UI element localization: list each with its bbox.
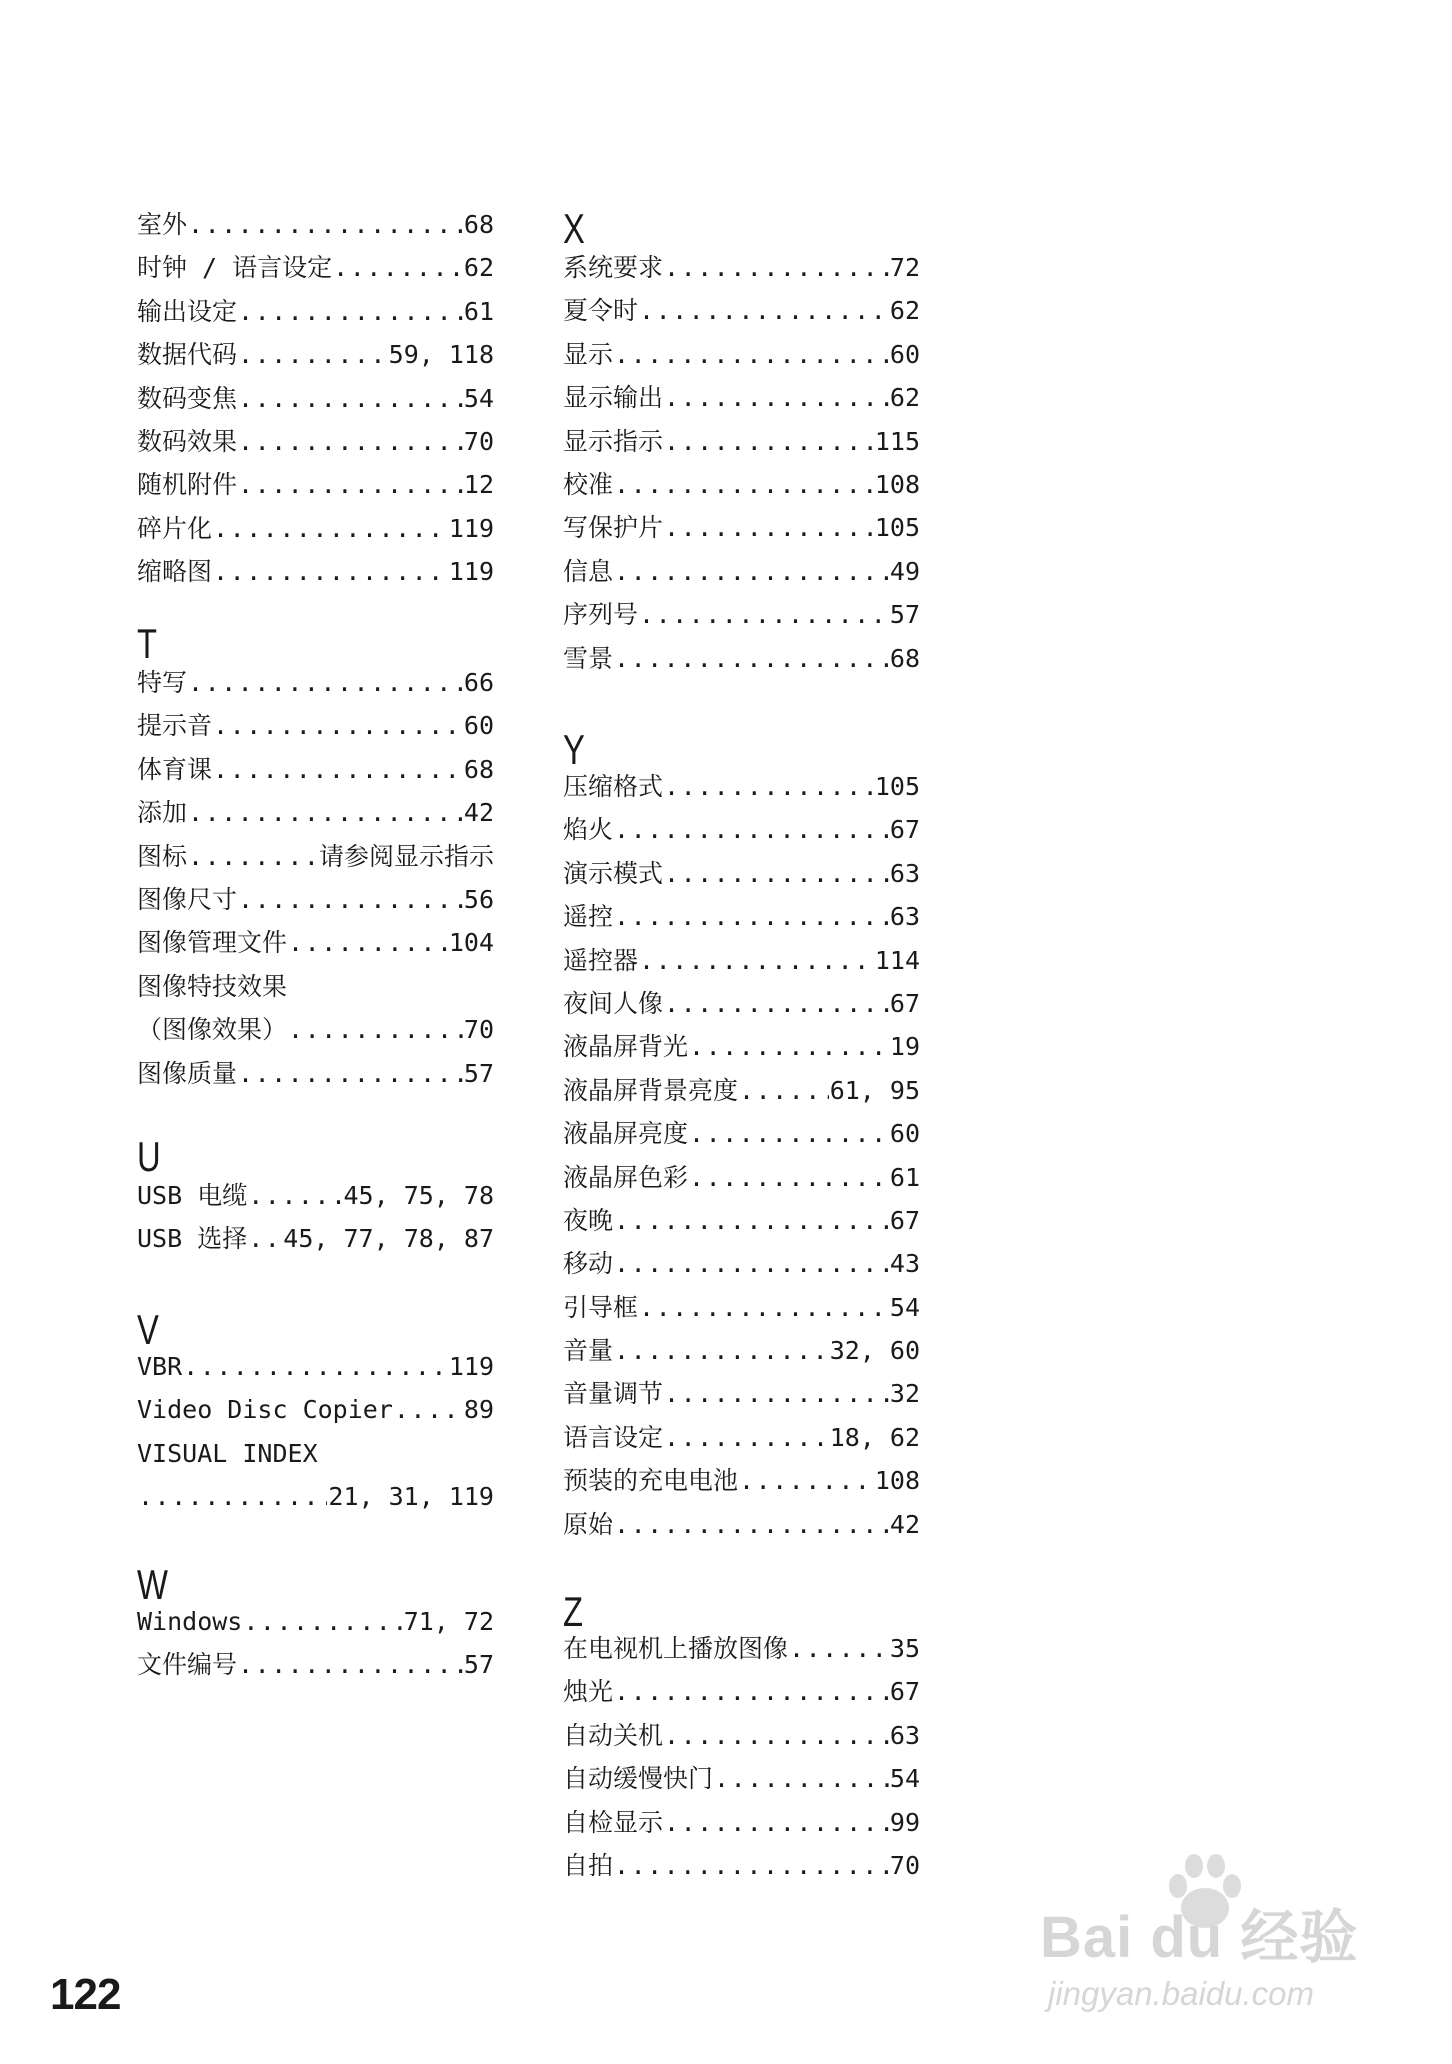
leader-dots <box>183 1345 448 1388</box>
index-term: 雪景 <box>563 643 614 673</box>
index-entry <box>137 835 494 878</box>
index-term: 提示音 <box>137 711 213 741</box>
leader-dots <box>664 1801 889 1844</box>
index-term: VBR <box>137 1352 183 1381</box>
index-entry <box>563 1844 920 1887</box>
index-term: 信息 <box>563 556 614 586</box>
index-section <box>137 1174 494 1261</box>
page-reference: 62 <box>463 253 494 283</box>
index-entry <box>563 1329 920 1372</box>
index-term: 体育课 <box>137 754 213 784</box>
page-reference: 67 <box>889 1677 920 1707</box>
index-term: 夜间人像 <box>563 988 664 1018</box>
index-entry <box>563 1416 920 1459</box>
leader-dots <box>394 1388 463 1431</box>
index-term: 特写 <box>137 668 188 697</box>
index-term: 液晶屏背光 <box>563 1032 689 1062</box>
leader-dots <box>664 1416 829 1459</box>
page-reference: 68 <box>889 643 920 673</box>
index-term: 显示指示 <box>563 426 664 456</box>
page-reference: 67 <box>889 815 920 845</box>
page-reference: 19 <box>889 1032 920 1062</box>
index-term: 图标 <box>137 841 188 871</box>
page-reference: 54 <box>889 1292 920 1322</box>
page-reference: 70 <box>889 1850 920 1880</box>
section-letter-heading: V <box>137 1306 159 1353</box>
index-term: 原始 <box>563 1509 614 1539</box>
index-term: 文件编号 <box>137 1650 238 1680</box>
index-entry <box>137 791 494 834</box>
index-entry <box>563 1627 920 1670</box>
index-entry <box>137 507 494 550</box>
index-term: 数码变焦 <box>137 383 238 413</box>
leader-dots <box>188 661 463 704</box>
index-term: 焰火 <box>563 815 614 845</box>
leader-dots <box>639 593 889 636</box>
page-reference: 45, 75, 78 <box>343 1181 494 1210</box>
index-entry <box>563 637 920 680</box>
page-reference: 108 <box>874 469 920 499</box>
index-section <box>137 661 494 1095</box>
leader-dots <box>238 377 463 420</box>
page-reference: 70 <box>463 426 494 456</box>
index-entry <box>563 289 920 332</box>
page-reference: 请参阅显示指示 <box>318 841 494 871</box>
page-reference: 119 <box>448 513 494 543</box>
leader-dots <box>689 1112 889 1155</box>
leader-dots <box>664 982 889 1025</box>
index-section <box>137 1345 494 1519</box>
page-reference: 54 <box>463 383 494 413</box>
index-entry <box>137 1600 494 1643</box>
page-reference: 60 <box>889 1119 920 1149</box>
index-term: USB 电缆 <box>137 1181 248 1210</box>
index-section <box>563 246 920 680</box>
page-reference: 62 <box>889 296 920 326</box>
page-reference: 63 <box>889 902 920 932</box>
leader-dots <box>689 1025 889 1068</box>
page-reference: 61 <box>463 296 494 326</box>
index-term: 序列号 <box>563 600 639 630</box>
page-reference: 63 <box>889 1720 920 1750</box>
index-entry <box>563 852 920 895</box>
leader-dots <box>664 376 889 419</box>
index-entry <box>563 1372 920 1415</box>
index-entry <box>137 290 494 333</box>
index-term: Video Disc Copier <box>137 1395 393 1425</box>
index-term: 写保护片 <box>563 513 664 543</box>
index-term: 显示输出 <box>563 383 664 413</box>
section-letter-heading: U <box>137 1133 161 1180</box>
page-reference: 99 <box>889 1807 920 1837</box>
leader-dots <box>213 507 448 550</box>
index-term: 自检显示 <box>563 1807 664 1837</box>
page-reference: 68 <box>463 754 494 784</box>
leader-dots <box>614 1199 889 1242</box>
page-reference: 43 <box>889 1249 920 1279</box>
section-letter-heading: X <box>563 205 585 252</box>
page-reference: 42 <box>463 798 494 828</box>
page-reference: 61 <box>889 1162 920 1192</box>
index-section <box>563 1627 920 1887</box>
index-entry <box>137 377 494 420</box>
leader-dots <box>664 765 874 808</box>
leader-dots <box>789 1627 889 1670</box>
index-term: 室外 <box>137 210 188 239</box>
leader-dots <box>614 550 889 593</box>
leader-dots <box>614 333 889 376</box>
page-reference: 70 <box>463 1015 494 1045</box>
page-reference: 105 <box>874 513 920 543</box>
index-entry <box>137 550 494 593</box>
leader-dots <box>333 246 463 289</box>
leader-dots <box>614 1670 889 1713</box>
index-entry <box>563 593 920 636</box>
index-term: 液晶屏色彩 <box>563 1162 689 1192</box>
page-reference: 32, 60 <box>829 1336 920 1366</box>
index-term-first-line: VISUAL INDEX <box>137 1438 318 1468</box>
leader-dots <box>739 1069 829 1112</box>
leader-dots <box>664 1714 889 1757</box>
section-letter-heading: Y <box>563 726 585 773</box>
index-term: 添加 <box>137 798 188 828</box>
index-entry <box>563 1156 920 1199</box>
index-term: 时钟 / 语言设定 <box>137 253 333 283</box>
index-section <box>137 203 494 594</box>
page-reference: 72 <box>889 253 920 282</box>
leader-dots <box>213 704 463 747</box>
index-entry <box>137 1388 494 1431</box>
leader-dots <box>238 463 463 506</box>
page-reference: 114 <box>874 945 920 975</box>
index-entry <box>137 203 494 246</box>
index-term: 数据代码 <box>137 340 238 370</box>
leader-dots <box>188 203 463 246</box>
index-section <box>137 1600 494 1687</box>
index-term: 自拍 <box>563 1850 614 1880</box>
section-letter-heading: W <box>137 1561 168 1608</box>
page-reference: 57 <box>463 1058 494 1088</box>
page-reference: 42 <box>889 1509 920 1539</box>
index-entry <box>563 1112 920 1155</box>
index-term: 图像尺寸 <box>137 884 238 914</box>
index-entry <box>563 765 920 808</box>
page-number: 122 <box>50 1970 121 2019</box>
index-entry <box>563 333 920 376</box>
index-term: 输出设定 <box>137 296 238 326</box>
index-term: Windows <box>137 1607 243 1636</box>
index-entry <box>563 1757 920 1800</box>
page-reference: 67 <box>889 988 920 1018</box>
leader-dots <box>238 1052 463 1095</box>
index-entry <box>137 1174 494 1217</box>
index-term: 图像管理文件 <box>137 928 288 958</box>
page-reference: 35 <box>889 1634 920 1663</box>
index-entry <box>137 661 494 704</box>
leader-dots <box>614 1844 889 1887</box>
leader-dots <box>664 246 889 289</box>
page-reference: 108 <box>874 1466 920 1496</box>
leader-dots <box>614 1242 889 1285</box>
index-entry <box>563 550 920 593</box>
index-entry <box>137 1345 494 1388</box>
page-reference: 12 <box>463 470 494 500</box>
index-term: 遥控 <box>563 902 614 932</box>
index-entry <box>137 878 494 921</box>
section-letter-heading: T <box>137 620 158 667</box>
index-entry <box>137 1217 494 1260</box>
index-term: 预装的充电电池 <box>563 1466 739 1496</box>
page-reference: 32 <box>889 1379 920 1409</box>
page-reference: 89 <box>463 1395 494 1425</box>
index-entry <box>563 1714 920 1757</box>
index-term: 夏令时 <box>563 296 639 326</box>
index-entry <box>137 420 494 463</box>
leader-dots <box>238 333 388 376</box>
leader-dots <box>213 550 448 593</box>
watermark <box>1010 1840 1430 2040</box>
leader-dots <box>639 1286 889 1329</box>
index-term: 系统要求 <box>563 253 664 282</box>
index-term: 图像质量 <box>137 1058 238 1088</box>
leader-dots <box>188 835 318 878</box>
page-reference: 59, 118 <box>388 340 494 370</box>
index-term: 自动缓慢快门 <box>563 1764 714 1794</box>
page-reference: 54 <box>889 1764 920 1794</box>
page-reference: 67 <box>889 1205 920 1235</box>
leader-dots <box>188 791 463 834</box>
index-entry <box>137 748 494 791</box>
index-entry <box>563 1242 920 1285</box>
index-entry <box>137 246 494 289</box>
index-term: 数码效果 <box>137 426 238 456</box>
index-term: 演示模式 <box>563 858 664 888</box>
index-term: 移动 <box>563 1249 614 1279</box>
page-reference: 104 <box>448 928 494 958</box>
index-entry <box>563 895 920 938</box>
index-term: USB 选择 <box>137 1224 248 1254</box>
index-term: （图像效果） <box>137 1015 288 1045</box>
index-term: 碎片化 <box>137 513 213 543</box>
page-reference: 49 <box>889 556 920 586</box>
index-term: 随机附件 <box>137 470 238 500</box>
leader-dots <box>614 1329 829 1372</box>
section-letter-heading: Z <box>563 1588 584 1635</box>
leader-dots <box>739 1459 874 1502</box>
index-entry <box>137 704 494 747</box>
leader-dots <box>248 1217 282 1260</box>
leader-dots <box>639 939 874 982</box>
index-entry <box>137 1643 494 1686</box>
leader-dots <box>614 637 889 680</box>
page-reference: 21, 31, 119 <box>328 1482 494 1512</box>
page-reference: 18, 62 <box>829 1422 920 1452</box>
page-reference: 45, 77, 78, 87 <box>283 1224 494 1254</box>
index-term: 烛光 <box>563 1677 614 1707</box>
leader-dots <box>238 1643 463 1686</box>
index-entry <box>563 1503 920 1546</box>
index-entry <box>563 1670 920 1713</box>
index-term: 液晶屏亮度 <box>563 1119 689 1149</box>
index-entry <box>137 463 494 506</box>
leader-dots <box>238 290 463 333</box>
watermark-url: jingyan.baidu.com <box>1048 1975 1314 2012</box>
leader-dots <box>664 506 874 549</box>
leader-dots <box>614 463 874 506</box>
index-entry <box>563 246 920 289</box>
index-term: 夜晚 <box>563 1205 614 1235</box>
page-reference: 66 <box>463 668 494 697</box>
leader-dots <box>689 1156 889 1199</box>
leader-dots <box>714 1757 889 1800</box>
index-entry <box>563 1199 920 1242</box>
page-reference: 56 <box>463 884 494 914</box>
index-entry <box>137 1008 494 1051</box>
index-term: 引导框 <box>563 1292 639 1322</box>
index-term: 在电视机上播放图像 <box>563 1634 789 1663</box>
index-entry <box>563 1801 920 1844</box>
page-reference: 57 <box>889 600 920 630</box>
page-reference: 119 <box>448 557 494 587</box>
index-entry <box>563 506 920 549</box>
page-reference: 63 <box>889 858 920 888</box>
leader-dots <box>243 1600 402 1643</box>
page-reference: 57 <box>463 1650 494 1680</box>
index-term: 压缩格式 <box>563 772 664 801</box>
index-term: 遥控器 <box>563 945 639 975</box>
index-term-first-line: 图像特技效果 <box>137 971 288 1001</box>
page-reference: 71, 72 <box>403 1607 494 1636</box>
page-reference: 60 <box>889 339 920 369</box>
index-term: 校准 <box>563 469 614 499</box>
index-term: 音量调节 <box>563 1379 664 1409</box>
page-reference: 61, 95 <box>829 1075 920 1105</box>
index-entry <box>563 982 920 1025</box>
index-term: 液晶屏背景亮度 <box>563 1075 739 1105</box>
index-entry <box>137 921 494 964</box>
index-entry <box>563 376 920 419</box>
page-reference: 119 <box>448 1352 494 1381</box>
leader-dots <box>138 1475 327 1518</box>
index-entry <box>563 1069 920 1112</box>
leader-dots <box>238 878 463 921</box>
watermark-brand: Bai du 经验 <box>1040 1905 1359 1970</box>
index-entry <box>137 1475 494 1518</box>
index-term: 音量 <box>563 1336 614 1366</box>
leader-dots <box>664 420 874 463</box>
index-entry <box>563 463 920 506</box>
page-reference: 115 <box>874 426 920 456</box>
leader-dots <box>248 1174 342 1217</box>
index-entry <box>563 939 920 982</box>
index-entry <box>563 1286 920 1329</box>
index-entry <box>563 1025 920 1068</box>
leader-dots <box>614 808 889 851</box>
index-term: 自动关机 <box>563 1720 664 1750</box>
index-entry <box>137 1052 494 1095</box>
leader-dots <box>614 1503 889 1546</box>
page-reference: 60 <box>463 711 494 741</box>
leader-dots <box>664 1372 889 1415</box>
leader-dots <box>639 289 889 332</box>
index-section <box>563 765 920 1546</box>
index-entry <box>563 420 920 463</box>
index-entry <box>563 808 920 851</box>
index-term: 显示 <box>563 339 614 369</box>
leader-dots <box>288 1008 463 1051</box>
index-entry <box>137 333 494 376</box>
index-term: 语言设定 <box>563 1422 664 1452</box>
leader-dots <box>288 921 448 964</box>
page-reference: 68 <box>463 210 494 239</box>
page-reference: 105 <box>874 772 920 801</box>
index-term: 缩略图 <box>137 557 213 587</box>
page-reference: 62 <box>889 383 920 413</box>
leader-dots <box>238 420 463 463</box>
index-entry <box>563 1459 920 1502</box>
leader-dots <box>213 748 463 791</box>
leader-dots <box>614 895 889 938</box>
leader-dots <box>664 852 889 895</box>
